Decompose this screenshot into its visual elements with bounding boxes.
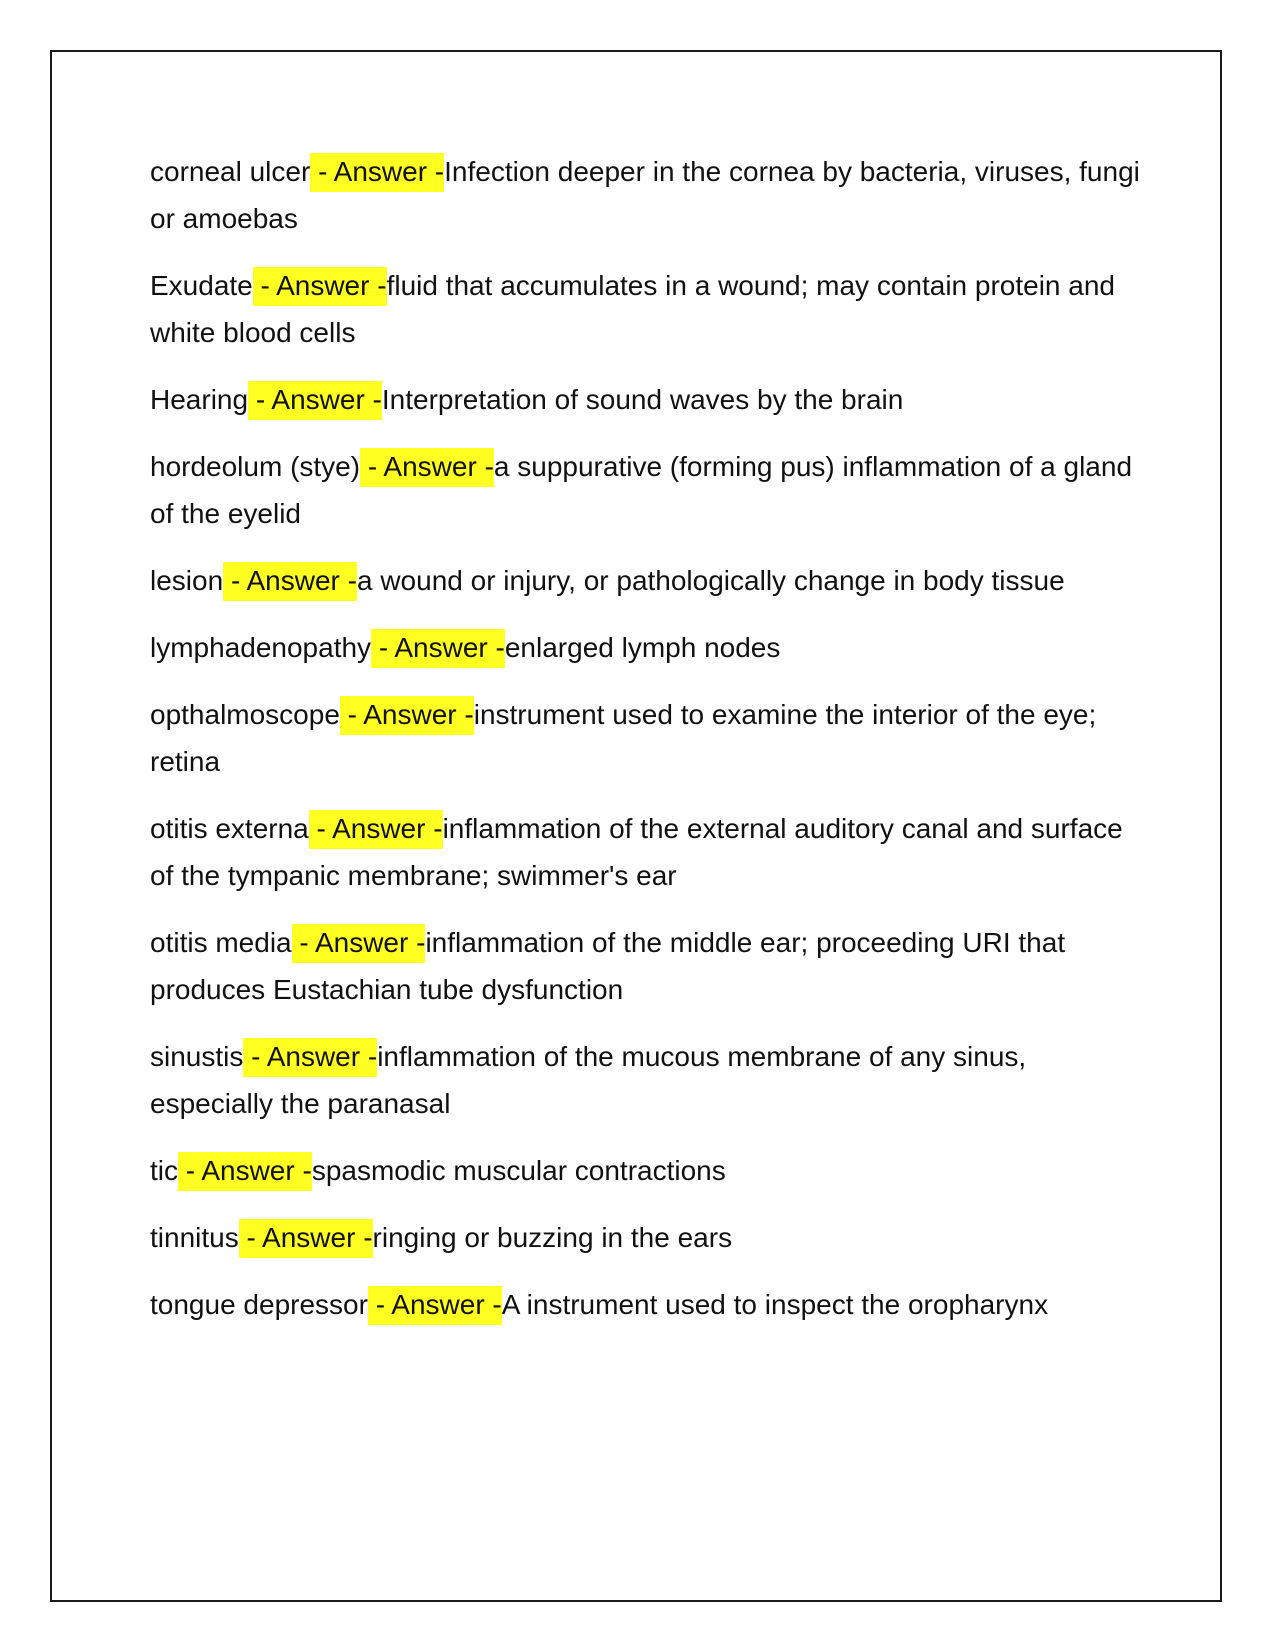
entry [150,376,1140,423]
answer-highlight: - Answer - [248,381,382,420]
entry-definition: inflammation of the external auditory canal and surface of the tympanic membrane; swimmer's ear [150,813,1123,891]
entry [150,1214,1140,1261]
entry-definition: Interpretation of sound waves by the brain [381,384,904,415]
entry-definition: fluid that accumulates in a wound; may contain protein and white blood cells [150,270,1115,348]
entry [150,443,1140,537]
entry-definition: Infection deeper in the cornea by bacteria, viruses, fungi or amoebas [150,156,1140,234]
entry [150,1147,1140,1194]
entry-term: tinnitus [150,1222,239,1253]
entry-term: lesion [150,565,224,596]
entry-definition: a suppurative (forming pus) inflammation of a gland of the eyelid [150,451,1133,529]
entry-definition: enlarged lymph nodes [504,632,781,663]
entry [150,148,1140,242]
entry-term: otitis media [150,927,292,958]
entry-definition: ringing or buzzing in the ears [372,1222,733,1253]
entry-term: corneal ulcer [150,156,311,187]
answer-highlight: - Answer - [371,629,505,668]
entry-term: lymphadenopathy [150,632,372,663]
answer-highlight: - Answer - [253,267,387,306]
entry-definition: spasmodic muscular contractions [311,1155,726,1186]
entry [150,262,1140,356]
entry [150,1281,1140,1328]
answer-highlight: - Answer - [310,153,444,192]
entry-list [150,148,1140,1348]
answer-highlight: - Answer - [360,448,494,487]
entry-term: tic [150,1155,178,1186]
answer-highlight: - Answer - [178,1152,312,1191]
entry-definition: inflammation of the middle ear; proceeding URI that produces Eustachian tube dysfunction [150,927,1066,1005]
entry-term: sinustis [150,1041,244,1072]
entry-term: otitis externa [150,813,309,844]
answer-highlight: - Answer - [292,924,426,963]
answer-highlight: - Answer - [340,696,474,735]
entry [150,691,1140,785]
answer-highlight: - Answer - [223,562,357,601]
entry-definition: instrument used to examine the interior of the eye; retina [150,699,1097,777]
entry [150,624,1140,671]
entry-definition: A instrument used to inspect the oropharynx [501,1289,1049,1320]
entry [150,1033,1140,1127]
entry-definition: a wound or injury, or pathologically change in body tissue [356,565,1065,596]
entry-term: Hearing [150,384,249,415]
entry-term: opthalmoscope [150,699,340,730]
answer-highlight: - Answer - [368,1286,502,1325]
answer-highlight: - Answer - [239,1219,373,1258]
entry [150,919,1140,1013]
entry [150,557,1140,604]
answer-highlight: - Answer - [243,1038,377,1077]
entry-definition: inflammation of the mucous membrane of any sinus, especially the paranasal [150,1041,1027,1119]
entry-term: tongue depressor [150,1289,368,1320]
entry-term: Exudate [150,270,253,301]
entry-term: hordeolum (stye) [150,451,361,482]
answer-highlight: - Answer - [309,810,443,849]
entry [150,805,1140,899]
